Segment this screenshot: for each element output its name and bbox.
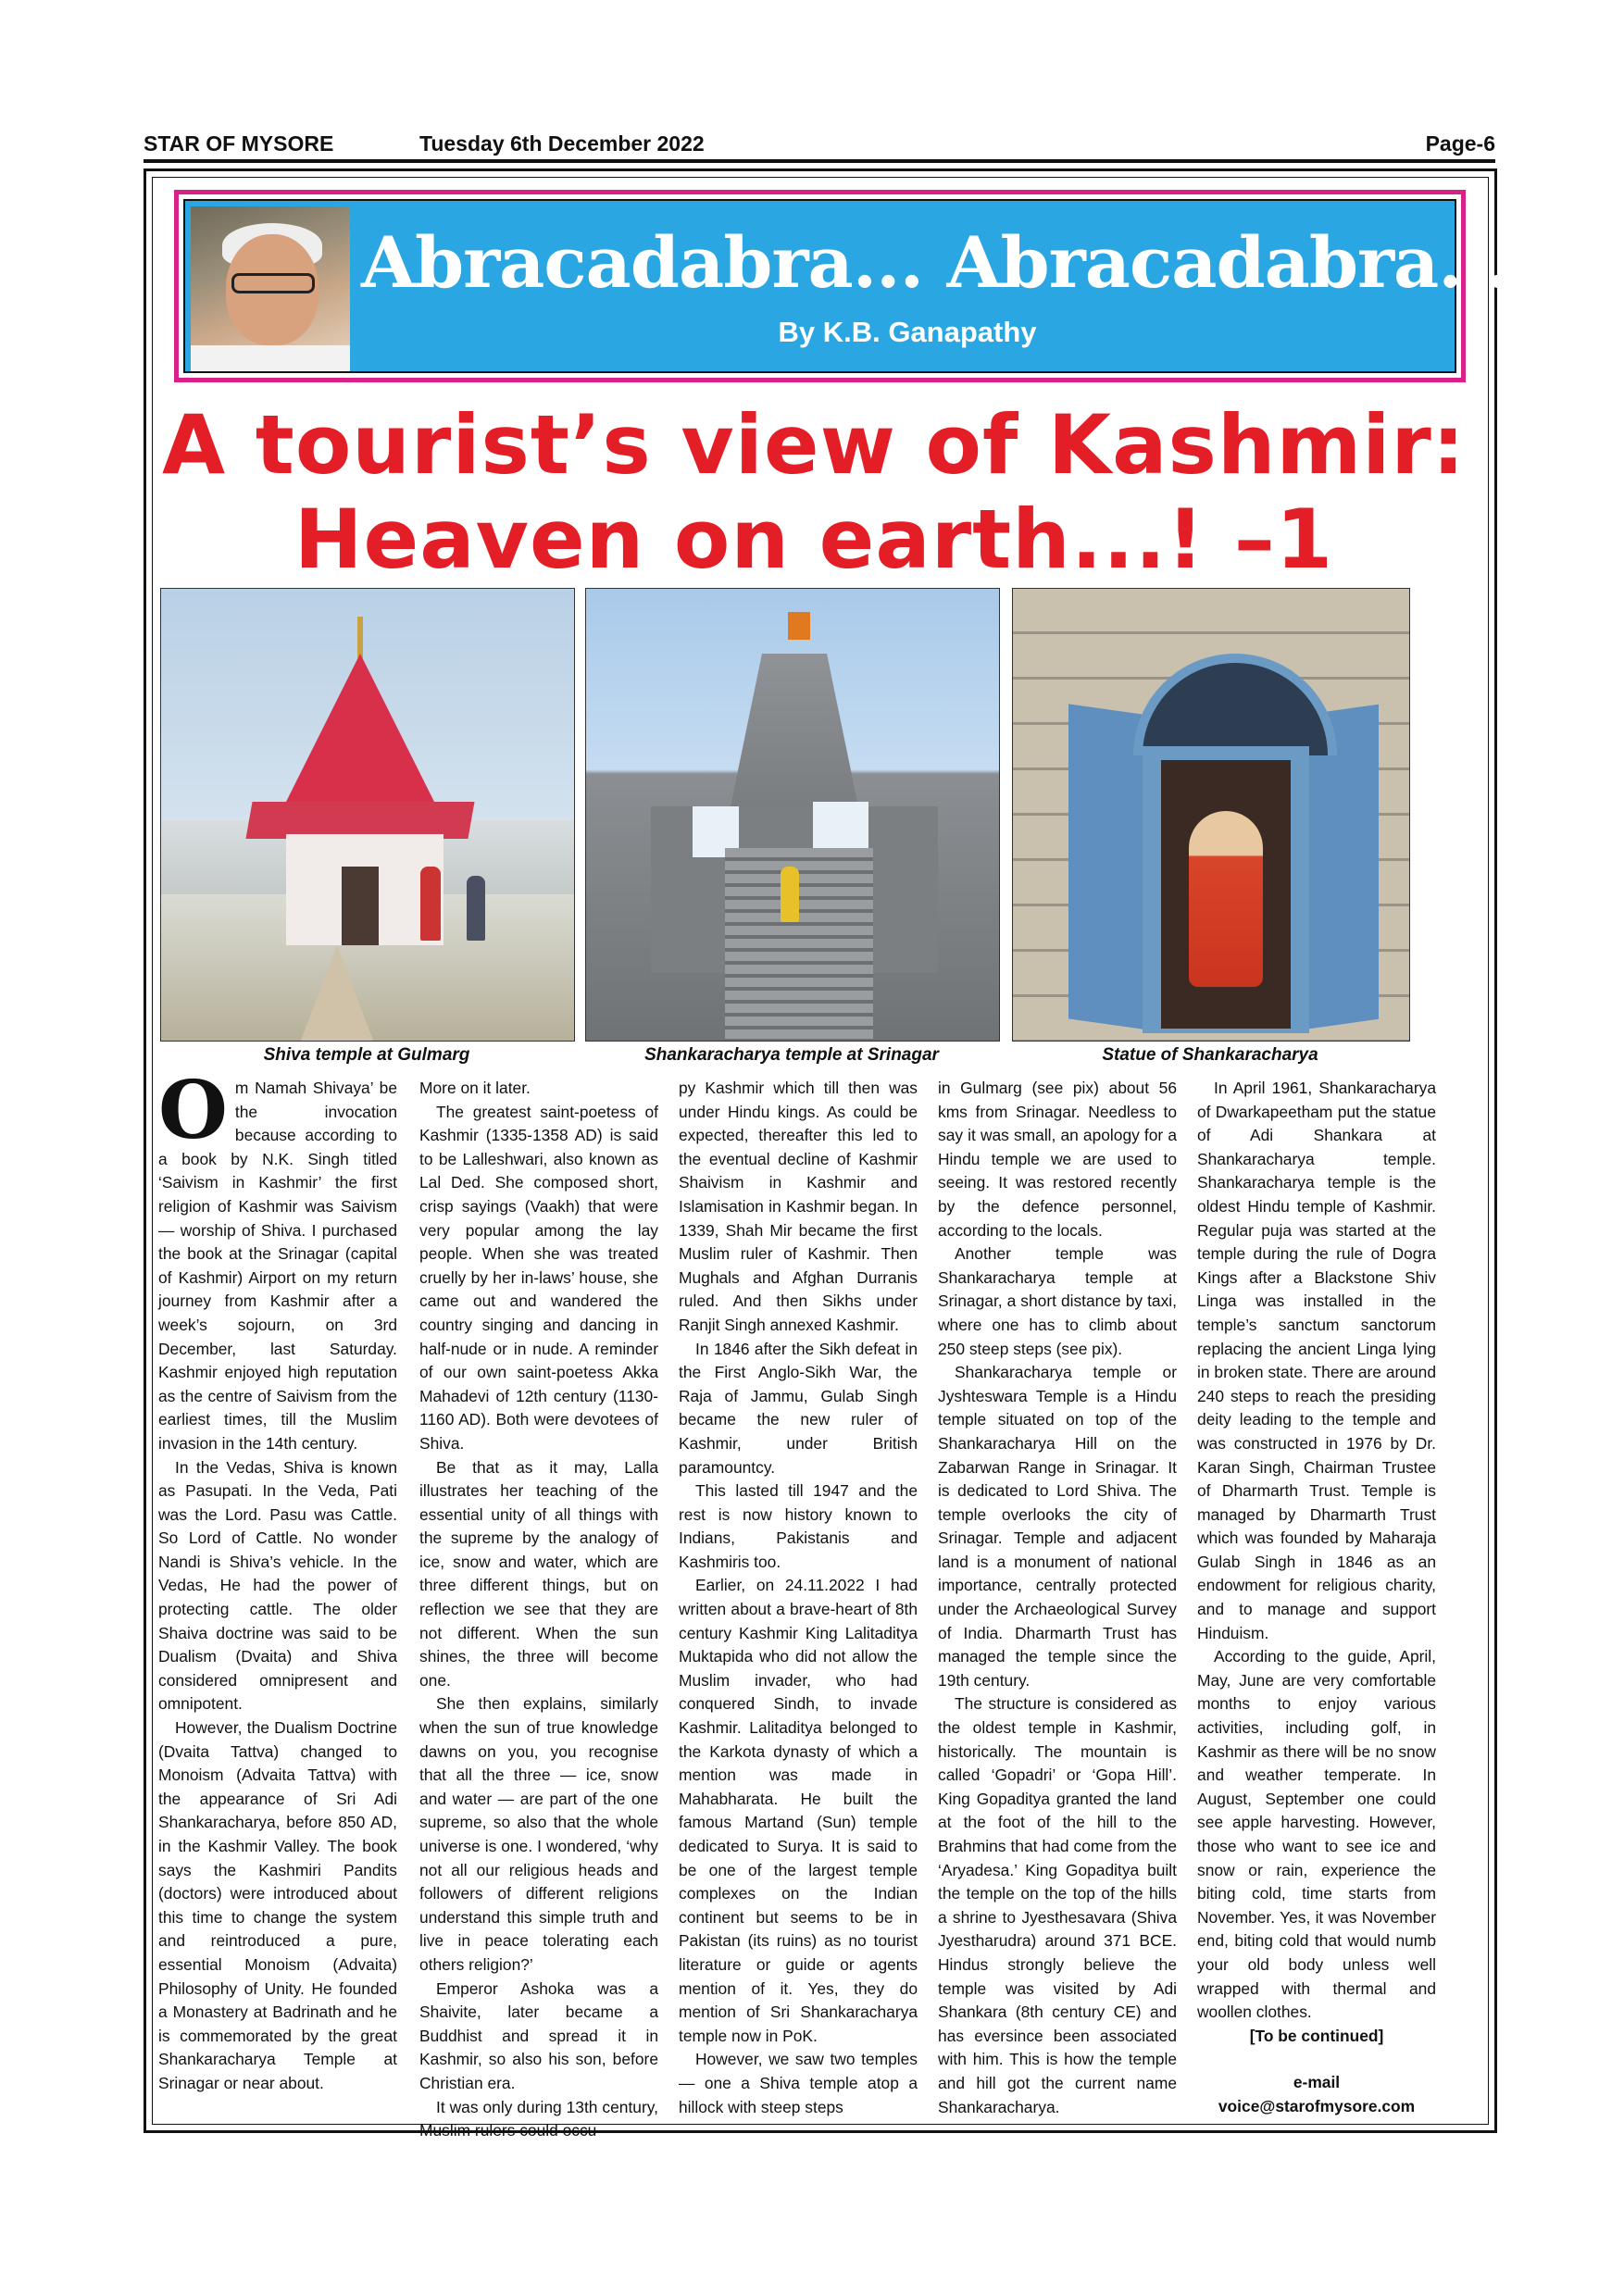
column-banner bbox=[174, 190, 1509, 382]
paragraph: According to the guide, April, May, June are very comfortable months to enjoy various activities, including golf, in Kashmir as there will be no snow and weather temperate. In August, September one could see apple harvesting. However, those who want to see ice and snow or rain, experience the biting cold, time starts from November. Yes, it was November end, biting cold that would numb your old body unless well wrapped with thermal and woollen clothes. bbox=[1197, 1647, 1436, 2022]
headline-line-1: A tourist’s view of Kashmir: bbox=[162, 397, 1466, 493]
paragraph: in Gulmarg (see pix) about 56 kms from Srinagar. Needless to say it was small, an apology for a Hindu temple we are used to seeing. It was restored recently by the defence personnel, according to the locals. bbox=[938, 1079, 1177, 1240]
text-column-3 bbox=[679, 1077, 918, 2119]
paragraph: Be that as it may, Lalla illustrates her teaching of the essential unity of all things with the supreme by the analogy of ice, snow and water, which are three different things, but on reflection we see that they are not different. When the sun shines, the three will become one. bbox=[419, 1457, 658, 1690]
headline-line-2: Heaven on earth...! –1 bbox=[294, 492, 1334, 587]
article-frame bbox=[144, 168, 1509, 2140]
paper-name: STAR OF MYSORE bbox=[144, 131, 334, 156]
paragraph: However, we saw two temples — one a Shiva temple atop a hillock with steep steps bbox=[679, 2050, 918, 2116]
paragraph: This lasted till 1947 and the rest is now history known to Indians, Pakistanis and Kashmiris too. bbox=[679, 1481, 918, 1571]
paragraph: The structure is considered as the oldest temple in Kashmir, historically. The mountain is called ‘Gopadri’ or ‘Gopa Hill’. King Gopaditya granted the land at the foot of the hill to the Brahmins that had come from the ‘Aryadesa.’ King Gopaditya built the temple on the top of the hills a shrine to Jyesthesavara (Shiva Jyestharudra) around 371 BCE. Hindus strongly believe the temple was visited by Adi Shankara (8th century CE) and has eversince been associated with him. This is how the temple and hill got the current name Shankaracharya. bbox=[938, 1694, 1177, 2116]
text-column-1 bbox=[158, 1064, 397, 2096]
email-address[interactable]: voice@starofmysore.com bbox=[1218, 2096, 1416, 2115]
photo-statue bbox=[1012, 588, 1410, 1042]
column-title: Abracadabra... Abracadabra... bbox=[361, 221, 1509, 304]
issue-date: Tuesday 6th December 2022 bbox=[419, 131, 705, 156]
continued-note: [To be continued] bbox=[1249, 2026, 1384, 2045]
paragraph: Shankaracharya temple or Jyshteswara Temple is a Hindu temple situated on top of the Shankaracharya Hill on the Zabarwan Range in Srinagar. It is dedicated to Lord Shiva. The temple overlooks the city of Srinagar. Temple and adjacent land is a monument of national importance, centrally protected under the Archaeological Survey of India. Dharmarth Trust has managed the temple since the 19th century. bbox=[938, 1363, 1177, 1690]
paragraph: In 1846 after the Sikh defeat in the First Anglo-Sikh War, the Raja of Jammu, Gulab Singh became the new ruler of Kashmir, under British paramountcy. bbox=[679, 1339, 918, 1477]
paragraph: m Namah Shivaya’ be the invocation because according to a book by N.K. Singh titled ‘Saivism in Kashmir’ the first religion of Kashmir was Saivism — worship of Shiva. I purchased the book at the Srinagar (capital of Kashmir) Airport on my return journey from Kashmir after a week’s sojourn, on 3rd December, last Saturday. Kashmir enjoyed high reputation as the centre of Saivism from the earliest times, till the Muslim invasion in the 14th century. bbox=[158, 1079, 397, 1453]
author-portrait bbox=[191, 206, 350, 371]
text-column-5 bbox=[1197, 1077, 1436, 2119]
paragraph: Another temple was Shankaracharya temple at Srinagar, a short distance by taxi, where one has to climb about 250 steep steps (see pix). bbox=[938, 1244, 1177, 1358]
caption-shiva-temple: Shiva temple at Gulmarg bbox=[263, 1045, 470, 1065]
paragraph: In April 1961, Shankaracharya of Dwarkapeetham put the statue of Adi Shankara at Shankaracharya temple. Shankaracharya temple is the oldest Hindu temple of Kashmir. Regular puja was started at the temple during the rule of Dogra Kings after a Blackstone Shiv Linga was installed in the temple’s sanctum sanctorum replacing the ancient Linga lying in broken state. There are around 240 steps to reach the presiding deity leading to the temple and was constructed in 1976 by Dr. Karan Singh, Chairman Trustee of Dharmarth Trust. Temple is managed by Dharmarth Trust which was founded by Maharaja Gulab Singh in 1846 as an endowment for religious charity, and to manage and support Hinduism. bbox=[1197, 1079, 1436, 1642]
caption-shankaracharya-temple: Shankaracharya temple at Srinagar bbox=[644, 1045, 939, 1065]
paragraph: It was only during 13th century, Muslim rulers could occu- bbox=[419, 2097, 658, 2140]
article-headline bbox=[146, 398, 1481, 587]
paragraph: Emperor Ashoka was a Shaivite, later became a Buddhist and spread it in Kashmir, so also his son, before Christian era. bbox=[419, 1978, 658, 2092]
banner-panel bbox=[183, 199, 1509, 373]
caption-statue: Statue of Shankaracharya bbox=[1102, 1045, 1318, 1065]
paragraph: Earlier, on 24.11.2022 I had written about a brave-heart of 8th century Kashmir King Lalitaditya Muktapida who did not allow the Muslim invader, who had conquered Sindh, to invade Kashmir. Lalitaditya belonged to the Karkota dynasty of which a mention was made in Mahabharata. He built the famous Martand (Sun) temple dedicated to Surya. It is said to be one of the largest temple complexes on the Indian continent but seems to be in Pakistan (its ruins) as no tourist literature or guide or agents mention of it. Yes, they do mention of Sri Shankaracharya temple now in PoK. bbox=[679, 1576, 918, 2045]
paragraph: She then explains, similarly when the sun of true knowledge dawns on you, you recognise that all the three — ice, snow and water — are part of the one supreme, so also that the whole universe is one. I wondered, ‘why not all our religious heads and followers of different religions understand this simple truth and live in peace tolerating each others religion?’ bbox=[419, 1694, 658, 1974]
text-column-4 bbox=[938, 1077, 1177, 2119]
paragraph: py Kashmir which till then was under Hindu kings. As could be expected, thereafter this led to the eventual decline of Kashmir Shaivism in Kashmir and Islamisation in Kashmir began. In 1339, Shah Mir became the first Muslim ruler of Kashmir. Then Mughals and Afghan Durranis ruled. And then Sikhs under Ranjit Singh annexed Kashmir. bbox=[679, 1079, 918, 1334]
photo-shiva-temple bbox=[160, 588, 575, 1042]
email-label: e-mail bbox=[1293, 2073, 1341, 2092]
text-column-2 bbox=[419, 1077, 658, 2143]
paragraph: In the Vedas, Shiva is known as Pasupati. In the Veda, Pati was the Lord. Pasu was Cattle. So Lord of Cattle. No wonder Nandi is Shiva’s vehicle. In the Vedas, He had the power of protecting cattle. The older Shaiva doctrine was said to be Dualism (Dvaita) and Shiva considered omnipresent and omnipotent. bbox=[158, 1457, 397, 1714]
paragraph: More on it later. bbox=[419, 1079, 531, 1097]
byline: By K.B. Ganapathy bbox=[778, 316, 1037, 348]
paragraph: However, the Dualism Doctrine (Dvaita Tattva) changed to Monoism (Advaita Tattva) with the appearance of Sri Adi Shankaracharya, before 850 AD, in the Kashmir Valley. The book says the Kashmiri Pandits (doctors) were introduced about this time to change the system and reintroduced a pure, essential Monoism (Advaita) Philosophy of Unity. He founded a Monastery at Badrinath and he is commemorated by the great Shankaracharya Temple at Srinagar or near about. bbox=[158, 1718, 397, 2092]
page-number: Page-6 bbox=[1425, 131, 1495, 156]
drop-cap: O bbox=[158, 1064, 228, 1157]
masthead-rule bbox=[144, 159, 1495, 163]
photo-shankaracharya-temple bbox=[585, 588, 1000, 1042]
paragraph: The greatest saint-poetess of Kashmir (1335-1358 AD) is said to be Lalleshwari, also known as Lal Ded. She composed short, crisp sayings (Vaakh) that were very popular among the lay people. When she was treated cruelly by her in-laws’ house, she came out and wandered the country singing and dancing in half-nude or in nude. A reminder of our own saint-poetess Akka Mahadevi of 12th century (1130-1160 AD). Both were devotees of Shiva. bbox=[419, 1102, 658, 1453]
